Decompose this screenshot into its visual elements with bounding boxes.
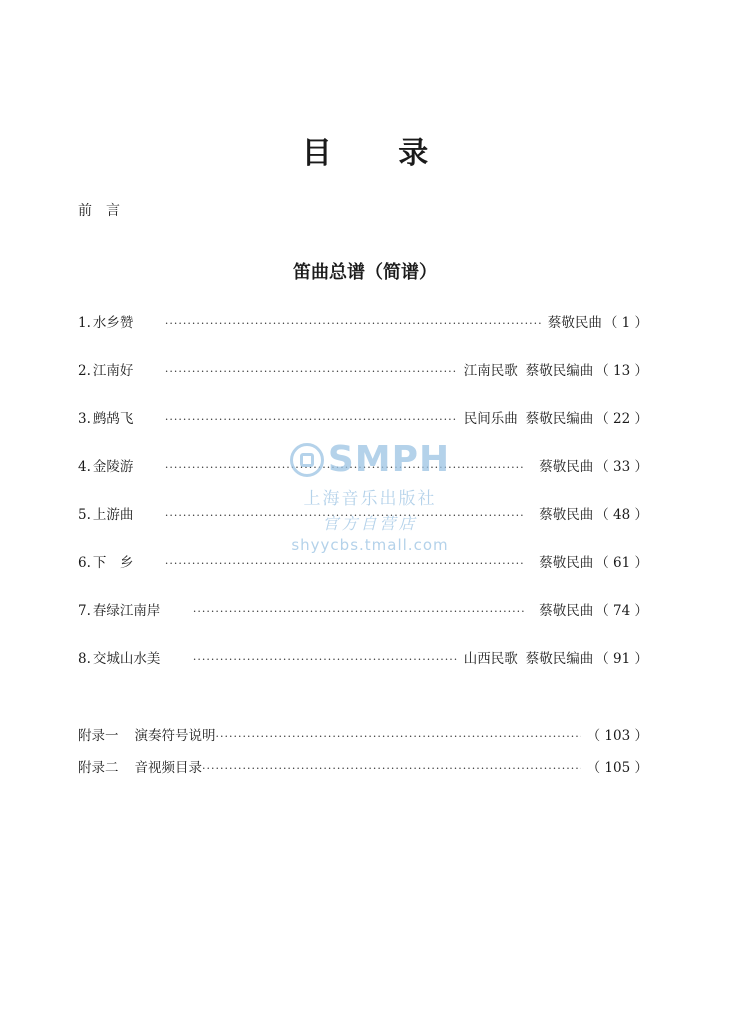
appendix-entry-1[interactable] (78, 724, 648, 744)
toc-credit: 蔡敬民曲 (547, 315, 602, 331)
toc-number: 8. (78, 651, 91, 667)
toc-piece-name: 江南好 (92, 363, 134, 379)
toc-credit: 蔡敬民曲 (539, 507, 594, 523)
toc-page-number: （ 1 ） (603, 315, 648, 331)
watermark-logo (280, 440, 460, 480)
toc-piece-name: 上游曲 (92, 507, 134, 523)
appendix-label: 附录二 音视频目录 (78, 760, 202, 776)
toc-number: 4. (78, 459, 91, 475)
toc-number: 3. (78, 411, 91, 427)
toc-number: 7. (78, 603, 91, 619)
toc-credit: 江南民歌 蔡敬民编曲 (463, 363, 594, 379)
toc-page-number: （ 91 ） (595, 651, 648, 667)
smph-logo-icon (290, 443, 324, 477)
appendix-label: 附录一 演奏符号说明 (78, 728, 216, 744)
toc-page-number: （ 13 ） (595, 363, 648, 379)
toc-credit: 山西民歌 蔡敬民编曲 (463, 651, 594, 667)
page-title: 目 录 (301, 136, 457, 171)
toc-entry-1[interactable] (78, 311, 648, 331)
toc-leader-dots (165, 557, 525, 570)
toc-leader-dots (165, 317, 542, 330)
preface-entry: 前言 (78, 203, 134, 219)
appendix-page-number: （ 105 ） (586, 760, 648, 776)
toc-entry-2[interactable] (78, 359, 648, 379)
toc-number: 6. (78, 555, 91, 571)
publisher-watermark (280, 439, 460, 554)
toc-piece-name: 下 乡 (92, 555, 134, 571)
toc-entry-7[interactable] (78, 599, 648, 619)
toc-number: 1. (78, 315, 91, 331)
toc-entry-8[interactable] (78, 647, 648, 667)
toc-piece-name: 春绿江南岸 (92, 603, 161, 619)
toc-leader-dots (165, 413, 458, 426)
toc-leader-dots (193, 653, 458, 666)
toc-piece-name: 交城山水美 (92, 651, 161, 667)
watermark-store-name: 官方自营店 (322, 514, 418, 533)
watermark-brand: SMPH (327, 439, 451, 480)
toc-number: 2. (78, 363, 91, 379)
appendix-leader-dots (202, 762, 581, 775)
appendix-entry-2[interactable] (78, 756, 648, 776)
appendix-page-number: （ 103 ） (586, 728, 648, 744)
toc-piece-name: 鹧鸪飞 (92, 411, 134, 427)
section-title: 笛曲总谱（简谱） (293, 262, 437, 283)
toc-page-number: （ 33 ） (595, 459, 648, 475)
toc-credit: 蔡敬民曲 (539, 459, 594, 475)
toc-page-number: （ 22 ） (595, 411, 648, 427)
toc-entry-3[interactable] (78, 407, 648, 427)
toc-page-number: （ 48 ） (595, 507, 648, 523)
toc-credit: 蔡敬民曲 (539, 555, 594, 571)
watermark-publisher-name: 上海音乐出版社 (303, 489, 437, 509)
toc-entry-6[interactable] (78, 551, 648, 571)
toc-page-number: （ 74 ） (595, 603, 648, 619)
watermark-url: shyycbs.tmall.com (291, 536, 449, 554)
toc-piece-name: 水乡赞 (92, 315, 134, 331)
toc-piece-name: 金陵游 (92, 459, 134, 475)
appendix-leader-dots (216, 730, 581, 743)
toc-number: 5. (78, 507, 91, 523)
toc-leader-dots (193, 605, 525, 618)
toc-leader-dots (165, 365, 458, 378)
toc-credit: 民间乐曲 蔡敬民编曲 (463, 411, 594, 427)
toc-credit: 蔡敬民曲 (539, 603, 594, 619)
toc-page-number: （ 61 ） (595, 555, 648, 571)
